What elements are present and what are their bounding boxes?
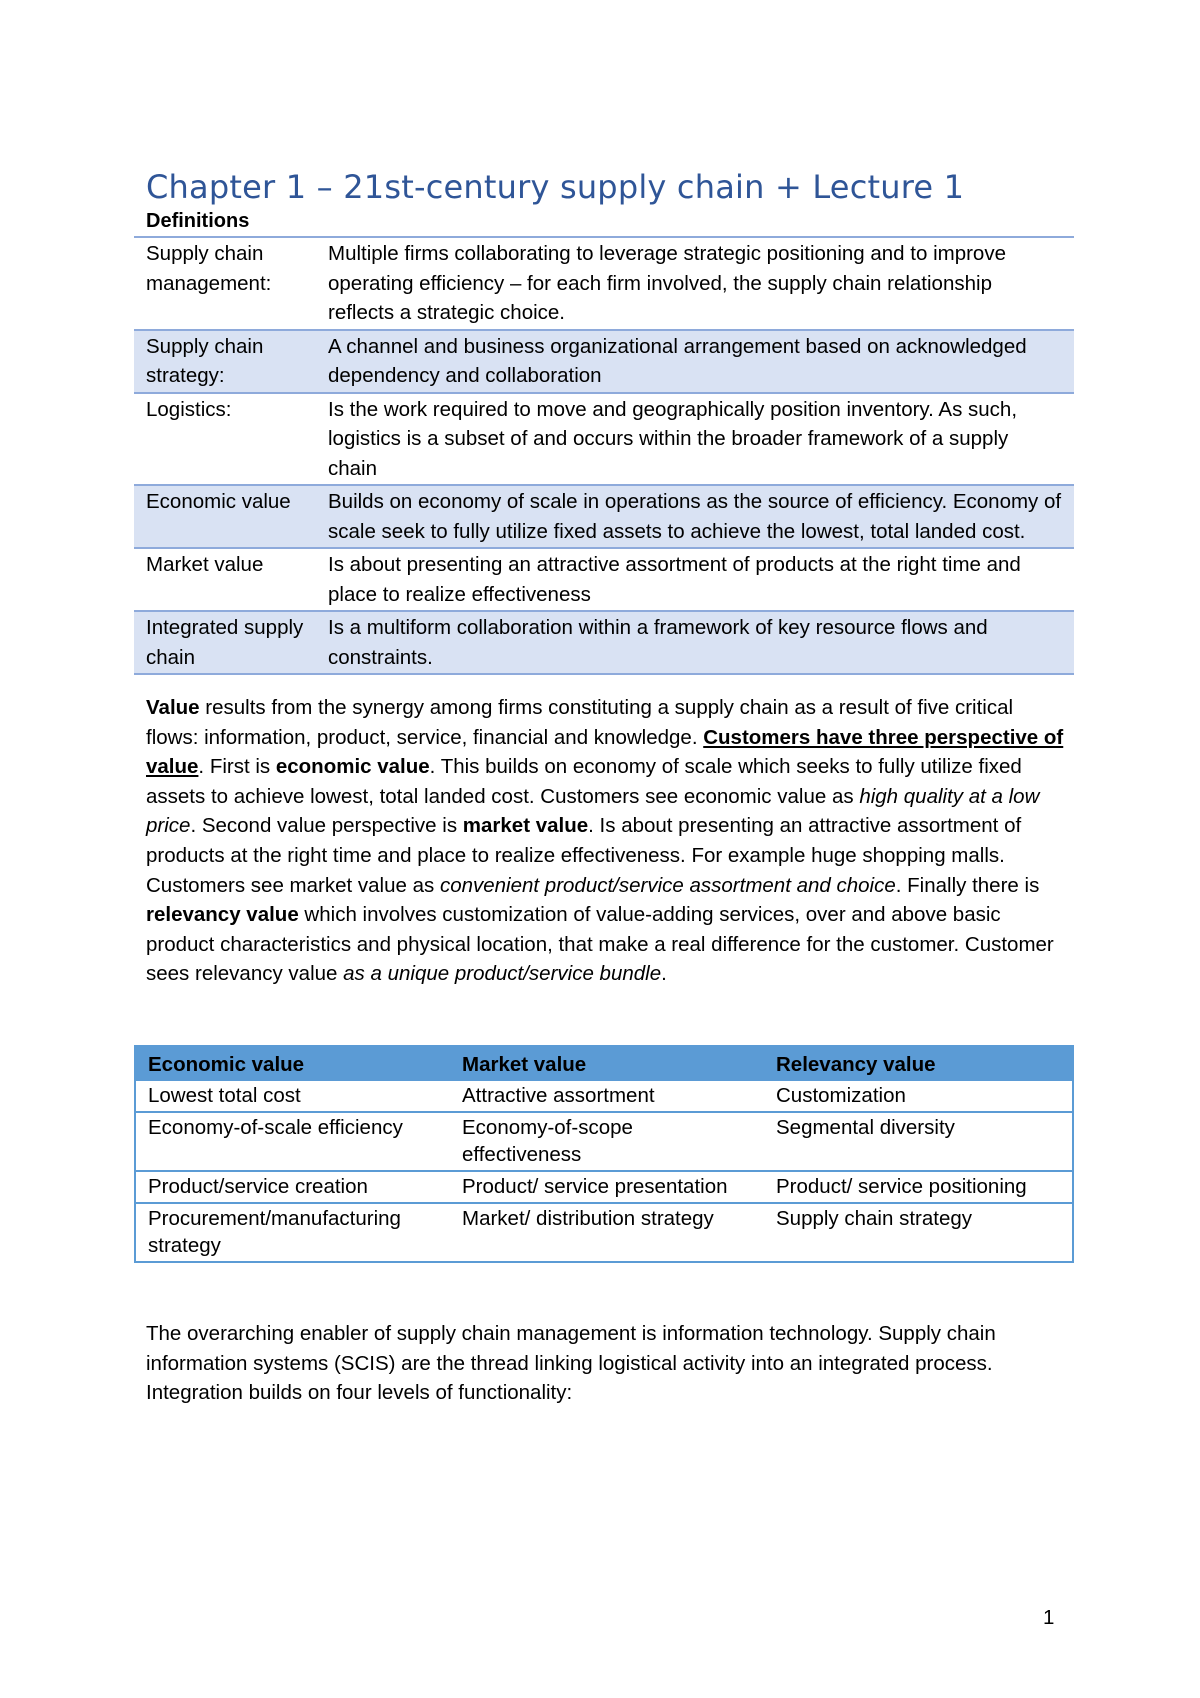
definition-text: Builds on economy of scale in operations as the source of efficiency. Economy of scale seek to fully utilize fixed assets to achieve the lowest, total landed cost. xyxy=(316,485,1074,548)
table-row xyxy=(135,1112,1073,1171)
paragraph-text: . First is xyxy=(198,755,276,779)
definition-text: Is about presenting an attractive assortment of products at the right time and place to realize effectiveness xyxy=(316,548,1074,611)
definition-term: Economic value xyxy=(134,485,316,548)
table-cell: Product/ service presentation xyxy=(450,1171,764,1203)
table-cell: Market/ distribution strategy xyxy=(450,1203,764,1262)
definition-term: Supply chain management: xyxy=(134,237,316,330)
table-cell: Procurement/manufacturing strategy xyxy=(135,1203,450,1262)
definition-text: Is the work required to move and geographically position inventory. As such, logistics is a subset of and occurs within the broader framework of a supply chain xyxy=(316,393,1074,486)
table-row xyxy=(135,1080,1073,1112)
closing-paragraph: The overarching enabler of supply chain management is information technology. Supply chain information systems (SCIS) are the thread linking logistical activity into an integrated process. Integration builds on four levels of functionality: xyxy=(146,1322,996,1405)
market-value-phrase: convenient product/service assortment and choice xyxy=(439,873,896,897)
value-term: Value xyxy=(146,696,200,719)
relevancy-value-term: relevancy value xyxy=(146,903,299,927)
value-paragraph xyxy=(146,693,1066,989)
customers-perspective-emphasis: Customers have three perspective of value xyxy=(146,725,1064,779)
table-row xyxy=(135,1171,1073,1203)
definitions-table xyxy=(134,236,1074,675)
column-header: Relevancy value xyxy=(764,1046,1073,1080)
table-cell: Segmental diversity xyxy=(764,1112,1073,1171)
paragraph-text: . xyxy=(661,962,667,986)
table-cell: Attractive assortment xyxy=(450,1080,764,1112)
table-header-row xyxy=(135,1046,1073,1080)
definition-row xyxy=(134,330,1074,393)
definition-row xyxy=(134,393,1074,486)
market-value-term: market value xyxy=(462,814,589,838)
definition-text: Is a multiform collaboration within a framework of key resource flows and constraints. xyxy=(316,611,1074,674)
table-cell: Product/service creation xyxy=(135,1171,450,1203)
table-row xyxy=(135,1203,1073,1262)
table-cell: Economy-of-scale efficiency xyxy=(135,1112,450,1171)
column-header: Market value xyxy=(450,1046,764,1080)
economic-value-term: economic value xyxy=(275,755,430,779)
column-header: Economic value xyxy=(135,1046,450,1080)
table-cell: Supply chain strategy xyxy=(764,1203,1073,1262)
table-cell: Lowest total cost xyxy=(135,1080,450,1112)
economic-value-phrase: high quality at a low price xyxy=(146,784,1040,838)
table-cell: Customization xyxy=(764,1080,1073,1112)
definition-row xyxy=(134,611,1074,674)
paragraph-text: . Finally there is xyxy=(895,873,1040,897)
definition-text: Multiple firms collaborating to leverage strategic positioning and to improve operating efficiency – for each firm involved, the supply chain relationship reflects a strategic choice. xyxy=(316,237,1074,330)
definition-term: Market value xyxy=(134,548,316,611)
page-number: 1 xyxy=(1043,1606,1055,1629)
paragraph-text: . Is about presenting an attractive assortment of products at the right time and place to realize effectiveness. For example huge shopping malls. Customers see market value as xyxy=(146,814,1022,897)
relevancy-value-phrase: as a unique product/service bundle xyxy=(343,962,662,986)
table-cell: Economy-of-scope effectiveness xyxy=(450,1112,764,1171)
definition-row xyxy=(134,237,1074,330)
page-title: Chapter 1 – 21st-century supply chain + Lecture 1 xyxy=(146,168,965,206)
paragraph-text: results from the synergy among firms constituting a supply chain as a result of five critical flows: information, product, service, financial and knowledge. xyxy=(146,696,1014,749)
definition-term: Logistics: xyxy=(134,393,316,486)
table-cell: Product/ service positioning xyxy=(764,1171,1073,1203)
paragraph-text: . This builds on economy of scale which seeks to fully utilize fixed assets to achieve lowest, total landed cost. Customers see economic value as xyxy=(146,755,1022,808)
definition-term: Integrated supply chain xyxy=(134,611,316,674)
definition-term: Supply chain strategy: xyxy=(134,330,316,393)
definition-text: A channel and business organizational arrangement based on acknowledged dependency and collaboration xyxy=(316,330,1074,393)
definitions-heading: Definitions xyxy=(146,210,250,232)
definition-row xyxy=(134,485,1074,548)
paragraph-text: which involves customization of value-adding services, over and above basic product characteristics and physical location, that make a real difference for the customer. Customer sees relevancy value xyxy=(146,903,1054,986)
value-perspectives-table xyxy=(134,1045,1074,1263)
definition-row xyxy=(134,548,1074,611)
paragraph-text: . Second value perspective is xyxy=(190,814,463,838)
